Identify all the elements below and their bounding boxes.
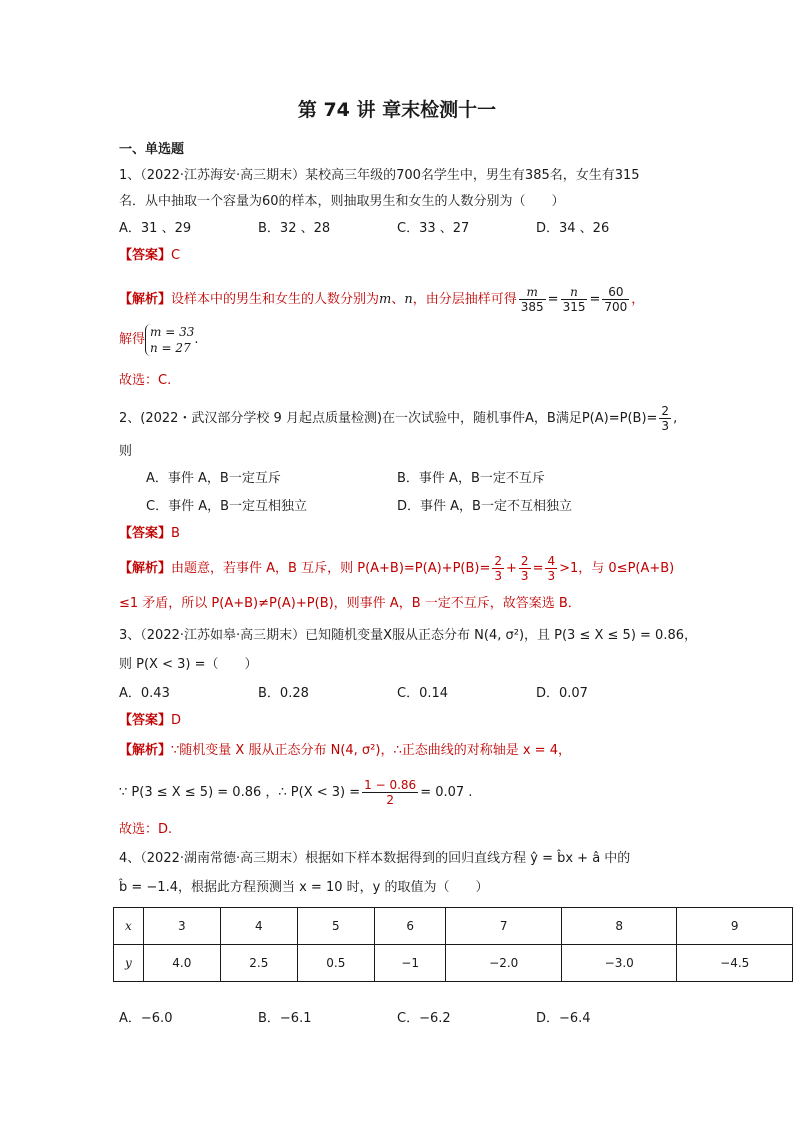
- plus-sign: +: [506, 561, 517, 576]
- table-cell: −3.0: [561, 945, 677, 982]
- fraction-numerator: 60: [602, 285, 629, 300]
- answer-value: C: [171, 248, 181, 263]
- analysis-text: ∵ P(3 ≤ X ≤ 5) = 0.86 ，∴ P(X < 3) =: [119, 785, 361, 800]
- analysis-text-end: >1，与 0≤P(A+B): [559, 561, 675, 576]
- table-cell: 8: [561, 908, 677, 945]
- q3-stem-line1: 3、（2022·江苏如皋·高三期末）已知随机变量X服从正态分布 N(4, σ²)，且 P(3 ≤ X ≤ 5) = 0.86，: [119, 628, 697, 643]
- q1-option-c: C．33 、27: [397, 221, 470, 236]
- q2-stem-line2: 则: [119, 444, 133, 459]
- table-cell: 9: [677, 908, 793, 945]
- equation-system: [145, 324, 194, 356]
- q4-stem-line2: b̂ = −1.4，根据此方程预测当 x = 10 时，y 的取值为（ ）: [119, 880, 489, 895]
- q2-analysis-line1: [119, 552, 674, 586]
- period: .: [194, 332, 199, 347]
- section-heading: 一、单选题: [119, 142, 185, 157]
- var-n: n: [404, 292, 413, 307]
- q4-option-b: B．−6.1: [258, 1011, 312, 1026]
- table-cell: 4.0: [143, 945, 220, 982]
- q3-option-b: B．0.28: [258, 686, 309, 701]
- separator: 、: [391, 292, 405, 307]
- q1-solve: [119, 322, 199, 358]
- fraction-denominator: 385: [520, 300, 544, 314]
- analysis-text-2: ，由分层抽样可得: [412, 292, 517, 307]
- table-cell: 3: [143, 908, 220, 945]
- comma: ,: [673, 411, 678, 426]
- fraction-denominator: 3: [547, 569, 556, 583]
- q1-analysis: 【解析】设样本中的男生和女生的人数分别为m、n，由分层抽样可得 $\frac{m}{385}$ = $\frac{n}{315}$ = $\frac{60}{700}$ ，: [119, 285, 645, 314]
- fraction-denominator: 3: [661, 419, 670, 433]
- sample-data-table: [113, 907, 793, 982]
- q3-answer: [119, 711, 181, 731]
- fraction-60-700: [602, 285, 629, 314]
- q2-answer: [119, 524, 180, 544]
- fraction-denominator: 3: [494, 569, 503, 583]
- answer-label: 【答案】: [119, 713, 172, 728]
- fraction-denominator: 315: [562, 300, 586, 314]
- fraction-numerator: 4: [547, 554, 556, 568]
- q3-conclusion: 故选：D.: [119, 822, 173, 837]
- answer-label: 【答案】: [119, 248, 172, 263]
- fraction-denominator: 3: [520, 569, 529, 583]
- q1-option-b: B．32 、28: [258, 221, 331, 236]
- q1-option-d: D．34 、26: [536, 221, 610, 236]
- q2-option-b: B．事件 A，B一定不互斥: [397, 471, 545, 486]
- q3-option-a: A．0.43: [119, 686, 170, 701]
- q1-stem-line2: 名．从中抽取一个容量为60的样本，则抽取男生和女生的人数分别为（ ）: [119, 194, 565, 209]
- q4-option-a: A．−6.0: [119, 1011, 173, 1026]
- table-row-y: [114, 945, 793, 982]
- q4-option-c: C．−6.2: [397, 1011, 451, 1026]
- q1-answer: [119, 246, 180, 266]
- q2-analysis-line2: ≤1 矛盾，所以 P(A+B)≠P(A)+P(B)，则事件 A，B 一定不互斥，故答案选 B．: [119, 596, 581, 611]
- fraction-denominator: 700: [604, 300, 628, 314]
- q2-stem-line1: [119, 402, 677, 436]
- q1-option-a: A．31 、29: [119, 221, 192, 236]
- analysis-label: 【解析】: [119, 561, 172, 576]
- equation-1: m = 33: [150, 324, 195, 339]
- table-cell: 2.5: [220, 945, 297, 982]
- answer-value: B: [171, 526, 180, 541]
- q3-option-c: C．0.14: [397, 686, 449, 701]
- fraction-numerator: 2: [494, 554, 503, 568]
- q3-analysis-line1: [119, 741, 571, 761]
- answer-value: D: [171, 713, 182, 728]
- equals-sign: =: [532, 561, 544, 576]
- table-row-x: [114, 908, 793, 945]
- q2-option-c: C．事件 A，B一定互相独立: [146, 499, 308, 514]
- analysis-label: 【解析】: [119, 292, 172, 307]
- fraction-numerator: m: [519, 285, 546, 300]
- page-title: 第 74 讲 章末检测十一: [297, 99, 497, 121]
- fraction-n-315: [561, 285, 588, 314]
- table-cell: 6: [374, 908, 446, 945]
- table-cell: −4.5: [677, 945, 793, 982]
- solve-label: 解得: [119, 332, 146, 347]
- equation-2: n = 27: [150, 340, 191, 355]
- analysis-text: 设样本中的男生和女生的人数分别为: [171, 292, 380, 307]
- q1-conclusion: 故选：C.: [119, 373, 172, 388]
- table-cell: x: [114, 908, 144, 945]
- fraction-numerator: 1 − 0.86: [364, 778, 417, 792]
- q4-stem-line1: 4、（2022·湖南常德·高三期末）根据如下样本数据得到的回归直线方程 ŷ = b̂x + â 中的: [119, 851, 631, 866]
- comma: ，: [631, 292, 645, 307]
- fraction-2-3: [659, 404, 671, 433]
- table-cell: −2.0: [446, 945, 562, 982]
- fraction-numerator: 2: [520, 554, 529, 568]
- fraction-denominator: 2: [386, 793, 394, 807]
- table-cell: −1: [374, 945, 446, 982]
- analysis-label: 【解析】: [119, 743, 172, 758]
- table-cell: 4: [220, 908, 297, 945]
- q1-stem-line1: 1、（2022·江苏海安·高三期末）某校高三年级的700名学生中，男生有385名，女生有315: [119, 168, 640, 183]
- fraction-4-3: [545, 554, 557, 583]
- q4-option-d: D．−6.4: [536, 1011, 591, 1026]
- q2-option-d: D．事件 A，B一定不互相独立: [397, 499, 572, 514]
- fraction-probability: [362, 778, 418, 807]
- fraction-2-3: [519, 554, 531, 583]
- fraction-2-3: [492, 554, 504, 583]
- q3-analysis-line2: [119, 776, 472, 810]
- q2-option-a: A．事件 A，B一定互斥: [146, 471, 281, 486]
- fraction-m-385: [519, 285, 546, 314]
- q2-stem-text: 2、(2022・武汉部分学校 9 月起点质量检测)在一次试验中，随机事件A，B满足P(A)=P(B)=: [119, 411, 658, 426]
- fraction-numerator: 2: [661, 404, 670, 418]
- table-cell: 5: [297, 908, 374, 945]
- var-m: m: [379, 292, 392, 307]
- fraction-numerator: n: [561, 285, 588, 300]
- table-cell: 0.5: [297, 945, 374, 982]
- table-cell: 7: [446, 908, 562, 945]
- analysis-text-end: = 0.07 .: [420, 785, 473, 800]
- analysis-text: 由题意，若事件 A，B 互斥，则 P(A+B)=P(A)+P(B)=: [171, 561, 491, 576]
- q3-option-d: D．0.07: [536, 686, 588, 701]
- q3-stem-line2: 则 P(X < 3) =（ ）: [119, 657, 258, 672]
- answer-label: 【答案】: [119, 526, 172, 541]
- analysis-text: ∵随机变量 X 服从正态分布 N(4, σ²)，∴正态曲线的对称轴是 x = 4，: [171, 743, 571, 758]
- table-cell: y: [114, 945, 144, 982]
